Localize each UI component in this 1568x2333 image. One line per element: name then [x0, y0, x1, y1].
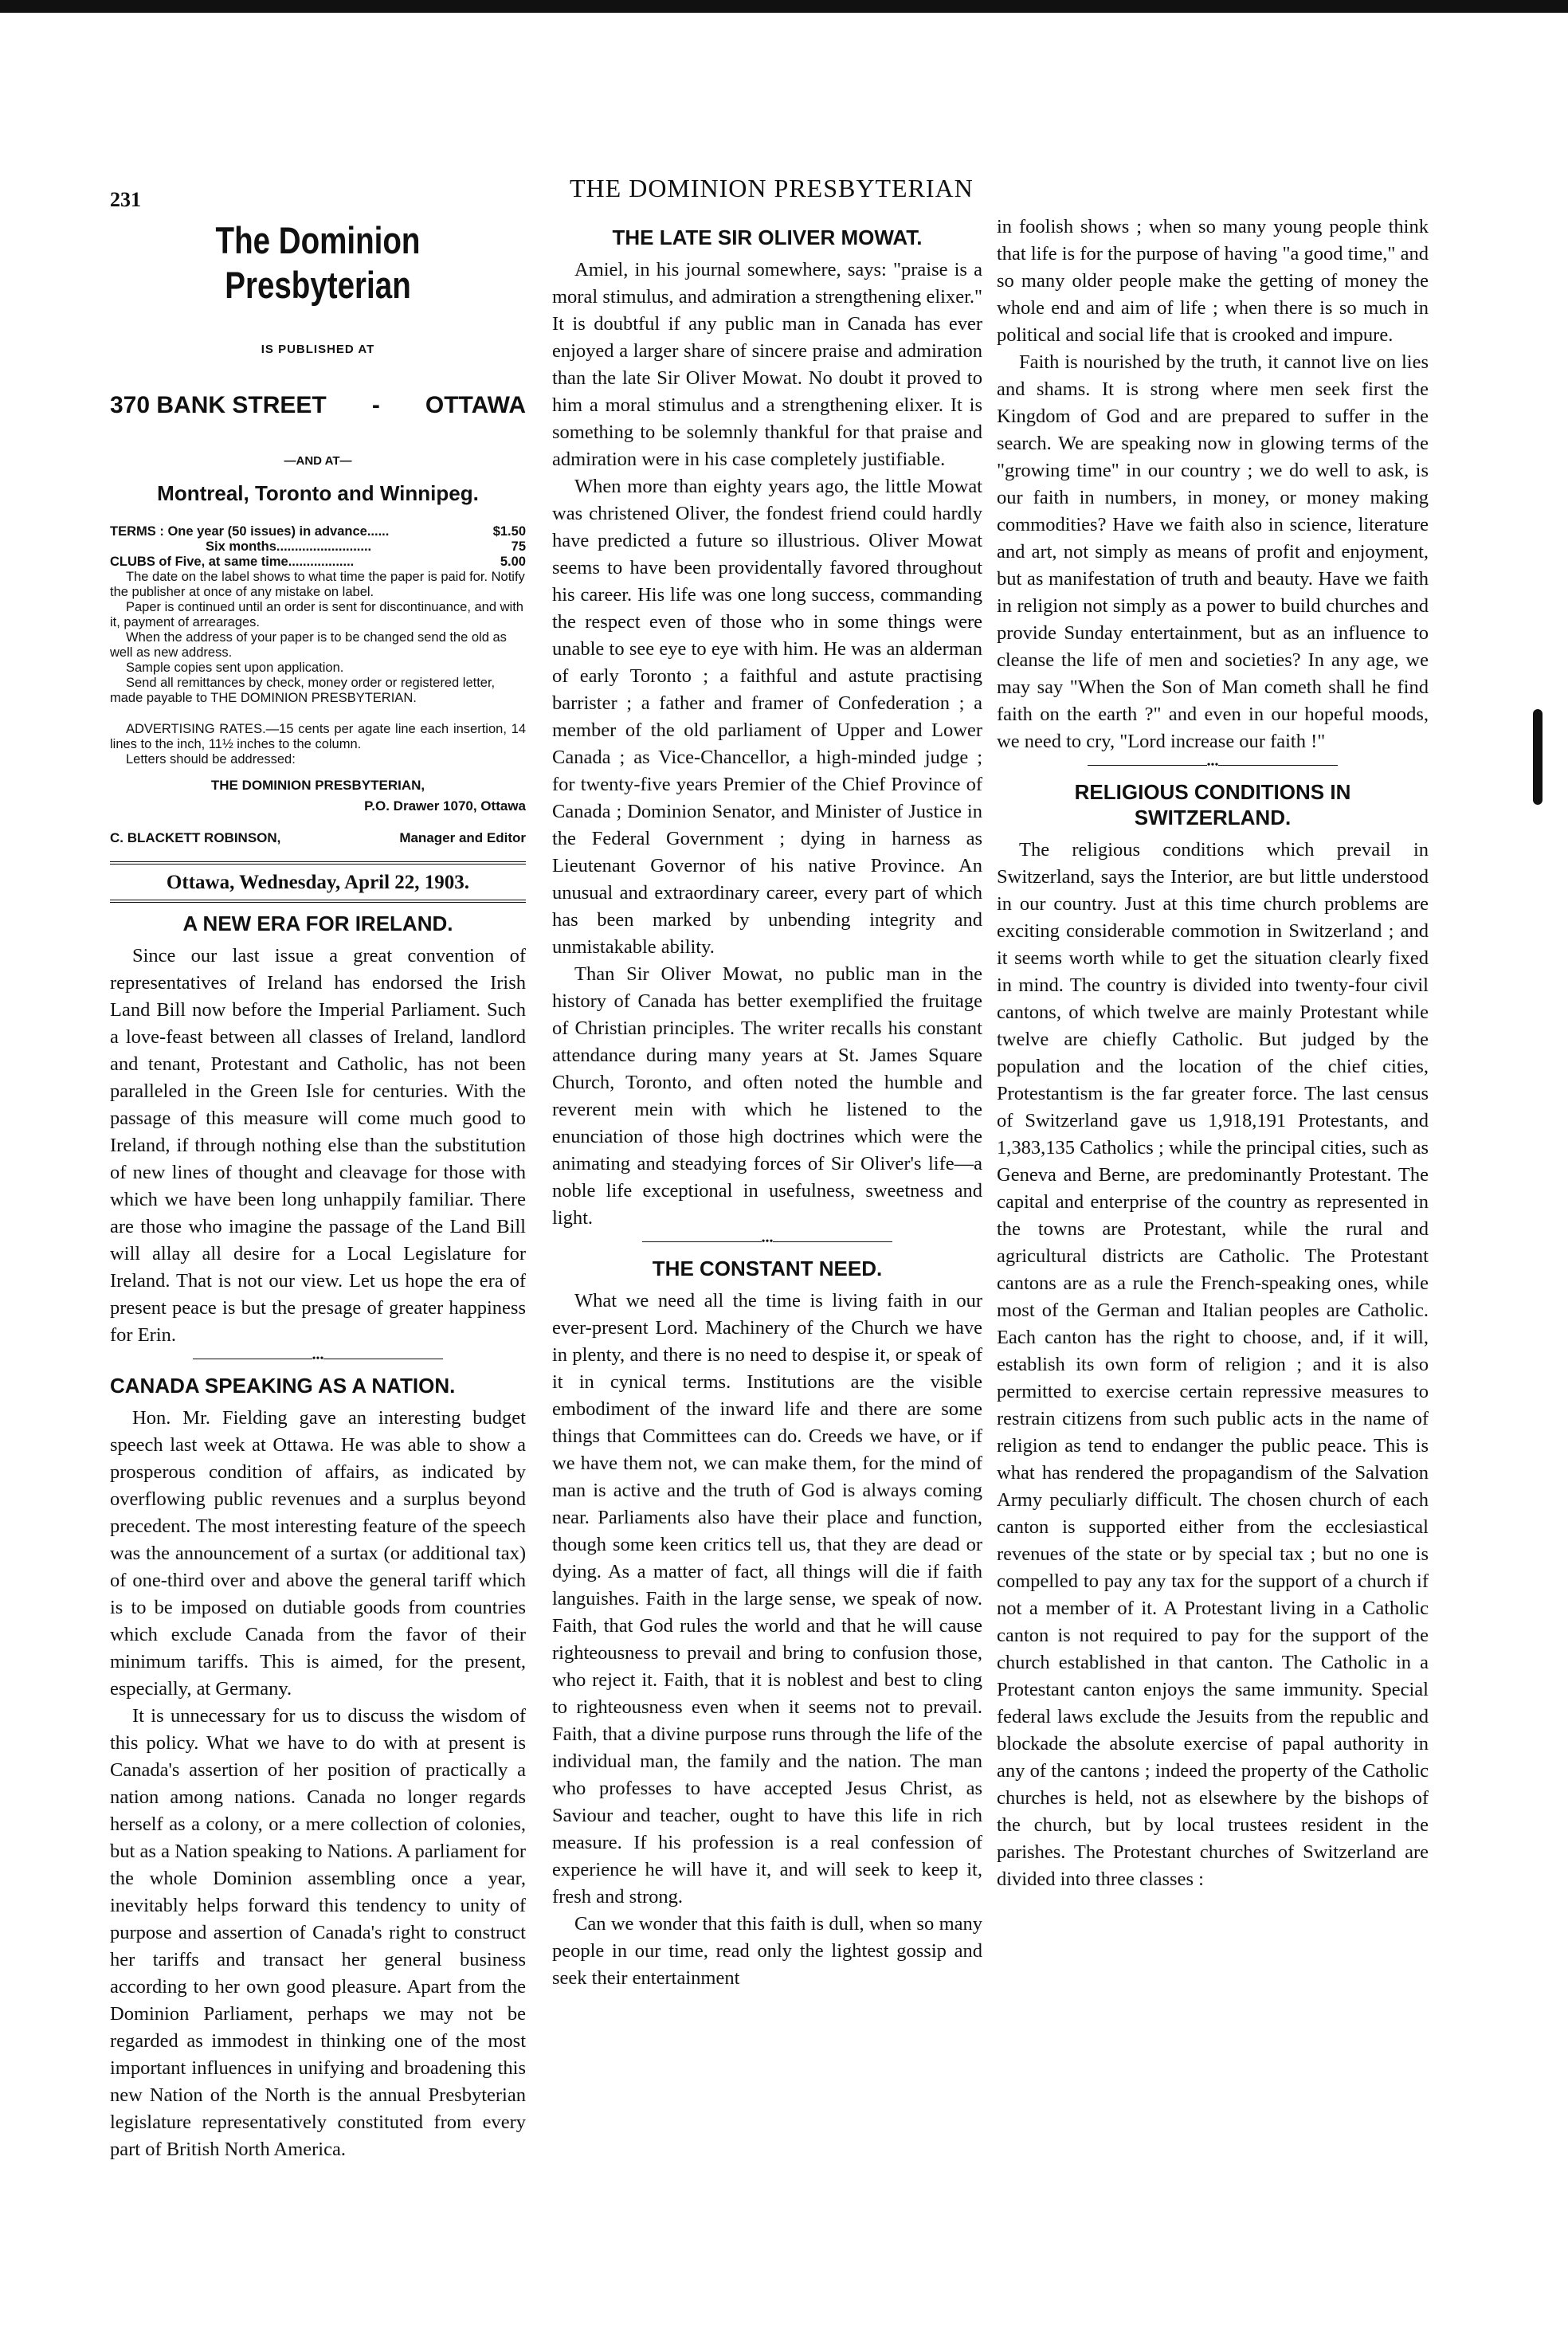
article-separator: •••: [110, 1354, 526, 1365]
article-canada-p2: It is unnecessary for us to discuss the wisdom of this policy. What we have to do with at present is Canada's assertion of her position of practically a nation among nations. Canada no longer regards herself as a colony, or a mere collection of colonies, but as a Nation speaking to Nations. A parliament for the whole Dominion assembling once a year, inevitably helps forward this tendency to unity of purpose and assertion of Canada's right to construct her tariffs and transact her general business according to her own good pleasure. Apart from the Dominion Parliament, perhaps we may not be regarded as immodest in thinking one of the most important influences in unifying and broadening this new Nation of the North is the annual Presbyterian legislature representatively constituted from every part of British North America.: [110, 1705, 526, 2160]
terms-line-year: One year (50 issues) in advance......: [167, 524, 390, 539]
article-title-mowat: THE LATE SIR OLIVER MOWAT.: [612, 225, 923, 249]
notice-sample-copies: Sample copies sent upon application.: [126, 661, 344, 675]
subscription-terms: [110, 524, 526, 706]
masthead-cities: Montreal, Toronto and Winnipeg.: [157, 481, 479, 505]
terms-line-clubs: CLUBS of Five, at same time..................: [110, 555, 355, 569]
mailing-address: [110, 775, 526, 817]
letters-note: Letters should be addressed:: [126, 752, 296, 767]
article-need-p2: Can we wonder that this faith is dull, when so many people in our time, read only the lightest gossip and seek their entertainment: [552, 1913, 982, 1989]
editor-name: C. BLACKETT ROBINSON,: [110, 830, 281, 845]
editor-role: Manager and Editor: [399, 830, 526, 845]
top-border: [0, 0, 1568, 13]
masthead-city: OTTAWA: [425, 392, 526, 418]
terms-price-clubs: 5.00: [500, 555, 526, 569]
article-title-need: THE CONSTANT NEED.: [652, 1257, 883, 1280]
article-title-switzerland: RELIGIOUS CONDITIONS IN SWITZERLAND.: [1074, 780, 1351, 829]
terms-line-six-months: Six months..........................: [206, 539, 372, 554]
article-mowat-p2: When more than eighty years ago, the little Mowat was christened Oliver, the fondest friend could hardly have predicted a future so illustrious. Oliver Mowat seems to have been providentally favored throughout his career. His life was one long success, commanding the respect even of those who in some things were unable to see eye to eye with him. He was an alderman of early Toronto ; a faithful and astute practising barrister ; a father and framer of Confederation ; a member of the old parliament of Upper and Lower Canada ; as Vice-Chancellor, a high-minded judge ; for twenty-five years Premier of the Chief Province of Canada ; Dominion Senator, and Minister of Justice in the Federal Government ; dying in harness as Lieutenant Governor of his native Province. An unusual and extraordinary career, every part of which has been marked by unbending integrity and unmistakable ability.: [552, 476, 982, 958]
article-separator: •••: [997, 760, 1429, 771]
article-mowat-p3: Than Sir Oliver Mowat, no public man in the history of Canada has better exemplified the fruitage of Christian principles. The writer recalls his constant attendance during many years at St. James Square Church, Toronto, and often noted the humble and reverent mein with which he listened to the enunciation of those high doctrines which were the animating and steadying forces of Sir Oliver's life—a noble life exceptional in usefulness, sweetness and light.: [552, 963, 982, 1229]
notice-address-change: When the address of your paper is to be changed send the old as well as new address.: [110, 630, 507, 660]
article-title-ireland: A NEW ERA FOR IRELAND.: [182, 912, 453, 935]
notice-remittances: Send all remittances by check, money order or registered letter, made payable to THE DOMINION PRESBYTERIAN.: [110, 676, 496, 705]
column-right: [997, 214, 1429, 1893]
editor-line: [110, 825, 526, 852]
masthead-and-at: —AND AT—: [284, 454, 352, 468]
address-name: THE DOMINION PRESBYTERIAN,: [210, 778, 425, 793]
masthead-street: 370 BANK STREET: [110, 392, 327, 418]
notice-continued: Paper is continued until an order is sent for discontinuance, and with it, payment of arrearages.: [110, 600, 523, 629]
article-need-p1: What we need all the time is living faith in our ever-present Lord. Machinery of the Church we have in plenty, and there is no need to despise it, or speak of it in cynical terms. Institutions are the visible embodiment of the inward life and there are some things that Committees can do. Creeds we have, or if we have them not, we can make them, for the mind of man is active and the truth of God is always coming near. Parliaments also have their place and function, though some keen critics tell us, that they are dead or dying. As a matter of fact, all things will die if faith languishes. Faith in the large sense, we speak of now. Faith, that God rules the world and that he will cause righteousness to prevail and bring to confusion those, who reject it. Faith, that it is noblest and best to cling to righteousness even when it seems not to prevail. Faith, that a divine purpose runs through the life of the individual man, the family and the nation. The man who professes to have accepted Jesus Christ, as Saviour and teacher, ought to have this life in rich measure. If his profession is a real confession of experience he will have it, and will seek to keep it, fresh and strong.: [552, 1290, 982, 1908]
article-mowat-p1: Amiel, in his journal somewhere, says: "praise is a moral stimulus, and admiration a strengthening elixer." It is doubtful if any public man in Canada has ever enjoyed a larger share of sincere praise and admiration than the late Sir Oliver Mowat. No doubt it proved to him a moral stimulus and a strengthening elixer. It is something to be solemnly thankful for that praise and admiration were in his case completely justifiable.: [552, 259, 982, 470]
terms-row-year: [110, 524, 526, 539]
page-number: 231: [110, 188, 141, 211]
article-need-p4: Faith is nourished by the truth, it cannot live on lies and shams. It is strong where men seek first the Kingdom of God and are prepared to suffer in the search. We are speaking now in glowing terms of the "growing time" in our country ; we do well to ask, is our faith in numbers, in money, or money making commodities? Have we faith also in science, literature and art, not simply as means of profit and enjoyment, but as manifestation of truth and beauty. Have we faith in religion not simply as a power to build churches and provide Sunday entertainment, but as an influence to cleanse the life of men and societies? In any age, we may say "When the Son of Man cometh shall he find faith on the earth ?" and even in our hopeful moods, we need to cry, "Lord increase our faith !": [997, 351, 1429, 752]
article-need-p3: in foolish shows ; when so many young people think that life is for the purpose of having "a good time," and so many older people make the getting of money the whole end and aim of life ; when there is so much in political and social life that is crooked and impure.: [997, 216, 1429, 346]
terms-price-six-months: 75: [511, 539, 526, 554]
masthead-dash: -: [371, 392, 380, 418]
adv-rates-text: ADVERTISING RATES.—15 cents per agate line each insertion, 14 lines to the inch, 11½ inches to the column.: [110, 722, 526, 751]
masthead-address: [110, 392, 526, 419]
column-left: [110, 217, 526, 2163]
notice-label-date: The date on the label shows to what time the paper is paid for. Notify the publisher at once of any mistake on label.: [110, 570, 525, 599]
article-separator: •••: [552, 1237, 982, 1248]
binding-clip-mark: [1533, 709, 1543, 805]
masthead-published-at: IS PUBLISHED AT: [261, 343, 375, 356]
column-middle: [552, 217, 982, 1992]
terms-row-six-months: [110, 539, 526, 555]
terms-row-clubs: [110, 555, 526, 570]
article-ireland-p1: Since our last issue a great convention of representatives of Ireland has endorsed the Irish Land Bill now before the Imperial Parliament. Such a love-feast between all classes of Ireland, landlord and tenant, Protestant and Catholic, has not been paralleled in the Green Isle for centuries. With the passage of this measure will come much good to Ireland, if through nothing else than the substitution of new lines of thought and cleavage for those with which we have been long unhappily familiar. There are those who imagine the passage of the Land Bill will allay all desire for a Local Legislature for Ireland. That is not our view. Let us hope the era of present peace is but the presage of greater happiness for Erin.: [110, 945, 526, 1346]
dateline: Ottawa, Wednesday, April 22, 1903.: [110, 861, 526, 903]
article-title-canada: CANADA SPEAKING AS A NATION.: [110, 1374, 456, 1398]
masthead-title: The Dominion Presbyterian: [215, 219, 421, 306]
article-switzerland-p1: The religious conditions which prevail in Switzerland, says the Interior, are but little understood in our country. Just at this time church problems are exciting considerable commotion in Switzerland ; and it seems worth while to get the situation clearly fixed in mind. The country is divided into twenty-four civil cantons, of which twelve are mainly Protestant while twelve are chiefly Catholic. But judged by the population and the location of the chief cities, Protestantism is the far greater force. The last census of Switzerland gave us 1,918,191 Protestants, and 1,383,135 Catholics ; while the principal cities, such as Geneva and Berne, are predominantly Protestant. The capital and enterprise of the country as represented in the towns are Protestant, while the rural and agricultural districts are Catholic. The Protestant cantons are as a rule the French-speaking ones, while most of the German and Italian peoples are Catholic. Each canton has the right to choose, and, if it will, establish its own form of religion ; and it is also permitted to exercise certain repressive measures to restrain citizens from such public acts in the name of religion as tend to endanger the public peace. This is what has rendered the propagandism of the Salvation Army peculiarly difficult. The chosen church of each canton is supported either from the ecclesiastical revenues of the state or by special tax ; but no one is compelled to pay any tax for the support of a church if not a member of it. A Protestant living in a Catholic canton is not required to pay for the support of the church established in that canton. The Catholic in a Protestant canton enjoys the same immunity. Special federal laws exclude the Jesuits from the republic and blockade the absolute exercise of papal authority in any of the cantons ; indeed the property of the Catholic churches is held, not as elsewhere by the bishops of the church, but by local trustees resident in the parishes. The Protestant churches of Switzerland are divided into three classes :: [997, 839, 1429, 1890]
terms-label: TERMS :: [110, 524, 164, 539]
address-po: P.O. Drawer 1070, Ottawa: [364, 798, 526, 814]
advertising-rates: [110, 722, 526, 767]
article-canada-p1: Hon. Mr. Fielding gave an interesting budget speech last week at Ottawa. He was able to show a prosperous condition of affairs, as indicated by overflowing public revenues and a surplus beyond precedent. The most interesting feature of the speech was the announcement of a surtax (or additional tax) of one-third over and above the general tariff which is to be imposed on dutiable goods from countries which exclude Canada from the favor of their minimum tariffs. This is aimed, for the present, especially, at Germany.: [110, 1407, 526, 1700]
terms-price-year: $1.50: [492, 524, 526, 539]
running-head: THE DOMINION PRESBYTERIAN: [570, 174, 974, 202]
